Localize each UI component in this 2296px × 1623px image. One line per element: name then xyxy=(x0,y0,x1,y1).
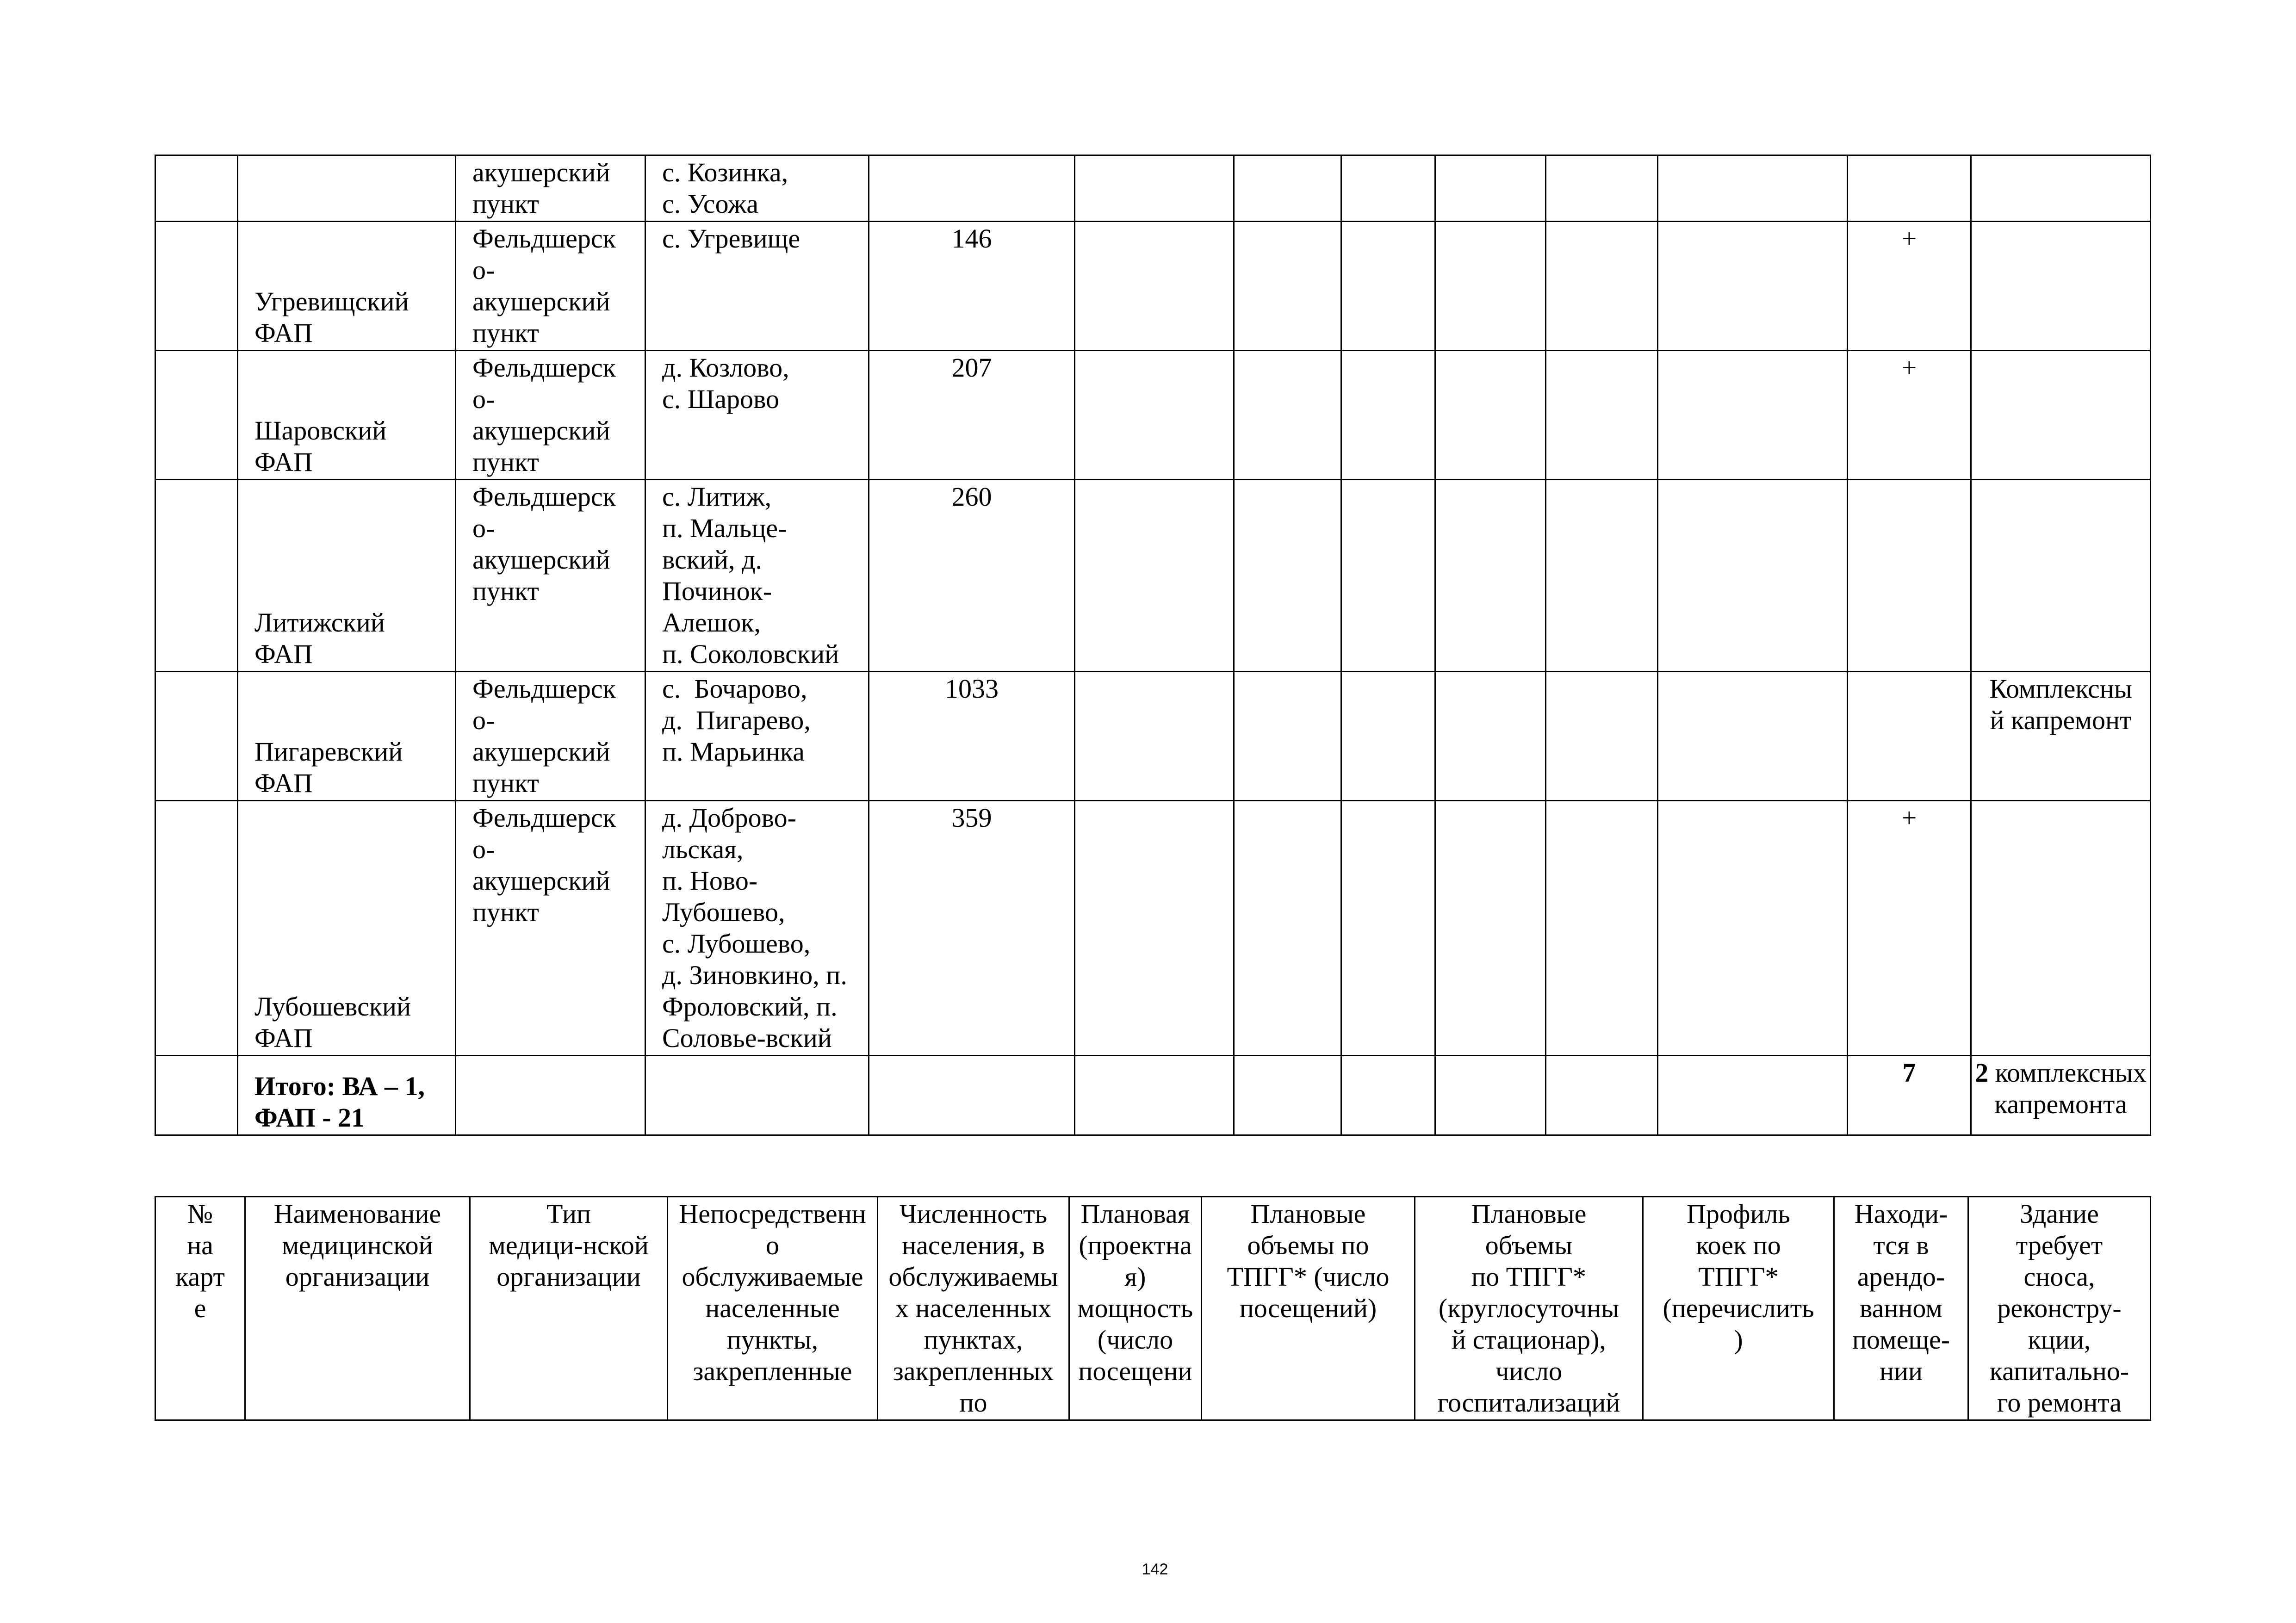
table-cell xyxy=(869,1056,1075,1135)
table-cell xyxy=(1341,155,1435,222)
building-status-cell xyxy=(1971,351,2151,480)
table-cell xyxy=(1435,480,1546,672)
table-cell xyxy=(1658,155,1848,222)
building-status-cell xyxy=(1971,222,2151,351)
continuation-table xyxy=(155,155,2151,1136)
total-building-text: комплексных капремонта xyxy=(1994,1058,2147,1119)
table-cell xyxy=(1075,351,1234,480)
header-cell-organization-type: Тип медици-нской организации xyxy=(470,1197,668,1420)
table-row xyxy=(155,222,2151,351)
population-cell: 146 xyxy=(869,222,1075,351)
table-cell xyxy=(1658,351,1848,480)
table-cell xyxy=(456,1056,645,1135)
table-cell xyxy=(1075,155,1234,222)
settlements-cell: с. Угревище xyxy=(645,222,869,351)
table-cell xyxy=(1075,1056,1234,1135)
table-row xyxy=(155,801,2151,1056)
organization-type-cell: Фельдшерск о- акушерский пункт xyxy=(456,480,645,672)
table-cell xyxy=(1234,222,1341,351)
table-cell xyxy=(1435,1056,1546,1135)
table-cell xyxy=(1435,222,1546,351)
table-cell xyxy=(1234,1056,1341,1135)
rented-premises-cell xyxy=(1848,155,1971,222)
table-cell xyxy=(1341,672,1435,801)
table-cell xyxy=(1075,672,1234,801)
rented-premises-cell: + xyxy=(1848,801,1971,1056)
table-cell xyxy=(1546,1056,1658,1135)
table-cell xyxy=(1234,155,1341,222)
map-number-cell xyxy=(155,222,238,351)
table-row xyxy=(155,155,2151,222)
table-cell xyxy=(1341,480,1435,672)
settlements-cell: д. Козлово, с. Шарово xyxy=(645,351,869,480)
building-status-cell xyxy=(1971,155,2151,222)
header-cell-planned-hospitalizations: Плановые объемы по ТПГГ* (круглосуточны й стационар), число госпитализаций xyxy=(1415,1197,1643,1420)
population-cell: 260 xyxy=(869,480,1075,672)
table-cell xyxy=(1341,222,1435,351)
table-cell xyxy=(1546,801,1658,1056)
map-number-cell xyxy=(155,801,238,1056)
table-cell xyxy=(1658,222,1848,351)
settlements-cell: д. Доброво- льская, п. Ново- Лубошево, с. Лубошево, д. Зиновкино, п. Фроловский, п. Соловье-вский xyxy=(645,801,869,1056)
table-cell xyxy=(1435,672,1546,801)
population-cell: 1033 xyxy=(869,672,1075,801)
total-row xyxy=(155,1056,2151,1135)
header-cell-planned-capacity: Плановая (проектна я) мощность (число посещени xyxy=(1069,1197,1202,1420)
organization-name-cell: Литижский ФАП xyxy=(238,480,456,672)
header-cell-building-status: Здание требует сноса, реконстру- кции, капитально- го ремонта xyxy=(1968,1197,2151,1420)
table-cell xyxy=(1658,672,1848,801)
rented-premises-cell xyxy=(1848,672,1971,801)
organization-type-cell: Фельдшерск о- акушерский пункт xyxy=(456,222,645,351)
organization-name-cell: Пигаревский ФАП xyxy=(238,672,456,801)
organization-type-cell: акушерский пункт xyxy=(456,155,645,222)
total-label: Итого: ВА – 1, ФАП - 21 xyxy=(238,1056,456,1135)
total-building-cell xyxy=(1971,1056,2151,1135)
header-cell-settlements: Непосредственн о обслуживаемые населенные пункты, закрепленные xyxy=(668,1197,878,1420)
settlements-cell: с. Литиж, п. Мальце- вский, д. Починок- Алешок, п. Соколовский xyxy=(645,480,869,672)
table-cell xyxy=(1341,351,1435,480)
table-cell xyxy=(1075,480,1234,672)
map-number-cell xyxy=(155,155,238,222)
table-cell xyxy=(645,1056,869,1135)
organization-name-cell xyxy=(238,155,456,222)
total-rented-count: 7 xyxy=(1848,1056,1971,1135)
table-cell xyxy=(1546,480,1658,672)
organization-name-cell: Лубошевский ФАП xyxy=(238,801,456,1056)
organization-type-cell: Фельдшерск о- акушерский пункт xyxy=(456,801,645,1056)
header-row xyxy=(155,1197,2151,1420)
table-cell xyxy=(1341,1056,1435,1135)
organization-name-cell: Шаровский ФАП xyxy=(238,351,456,480)
table-cell xyxy=(1234,480,1341,672)
population-cell: 359 xyxy=(869,801,1075,1056)
table-cell xyxy=(1658,480,1848,672)
table-cell xyxy=(1546,155,1658,222)
page-number: 142 xyxy=(1142,1561,1168,1578)
table-row xyxy=(155,672,2151,801)
map-number-cell xyxy=(155,672,238,801)
rented-premises-cell xyxy=(1848,480,1971,672)
table-cell xyxy=(1658,1056,1848,1135)
settlements-cell: с. Бочарово, д. Пигарево, п. Марьинка xyxy=(645,672,869,801)
organization-type-cell: Фельдшерск о- акушерский пункт xyxy=(456,672,645,801)
table-cell xyxy=(1546,672,1658,801)
population-cell xyxy=(869,155,1075,222)
header-cell-map-number: № на карт е xyxy=(155,1197,245,1420)
header-cell-population: Численность населения, в обслуживаемы х населенных пунктах, закрепленных по xyxy=(878,1197,1069,1420)
rented-premises-cell: + xyxy=(1848,351,1971,480)
settlements-cell: с. Козинка, с. Усожа xyxy=(645,155,869,222)
table-row xyxy=(155,351,2151,480)
population-cell: 207 xyxy=(869,351,1075,480)
table-cell xyxy=(1234,351,1341,480)
table-cell xyxy=(1435,351,1546,480)
rented-premises-cell: + xyxy=(1848,222,1971,351)
header-cell-organization-name: Наименование медицинской организации xyxy=(245,1197,470,1420)
organization-type-cell: Фельдшерск о- акушерский пункт xyxy=(456,351,645,480)
header-cell-bed-profile: Профиль коек по ТПГГ* (перечислить ) xyxy=(1643,1197,1834,1420)
header-table xyxy=(155,1196,2151,1421)
building-status-cell xyxy=(1971,480,2151,672)
total-building-count: 2 xyxy=(1975,1058,1989,1088)
table-cell xyxy=(1075,801,1234,1056)
table-cell xyxy=(1435,155,1546,222)
building-status-cell xyxy=(1971,801,2151,1056)
table-cell xyxy=(1658,801,1848,1056)
table-cell xyxy=(1234,672,1341,801)
table-cell xyxy=(1546,222,1658,351)
header-cell-rented-premises: Находи- тся в арендо- ванном помеще- нии xyxy=(1834,1197,1968,1420)
map-number-cell xyxy=(155,1056,238,1135)
table-cell xyxy=(1075,222,1234,351)
table-row xyxy=(155,480,2151,672)
table-cell xyxy=(1435,801,1546,1056)
map-number-cell xyxy=(155,351,238,480)
organization-name-cell: Угревищский ФАП xyxy=(238,222,456,351)
building-status-cell: Комплексны й капремонт xyxy=(1971,672,2151,801)
table-cell xyxy=(1234,801,1341,1056)
map-number-cell xyxy=(155,480,238,672)
table-cell xyxy=(1341,801,1435,1056)
header-cell-planned-visits: Плановые объемы по ТПГГ* (число посещений) xyxy=(1202,1197,1415,1420)
table-cell xyxy=(1546,351,1658,480)
